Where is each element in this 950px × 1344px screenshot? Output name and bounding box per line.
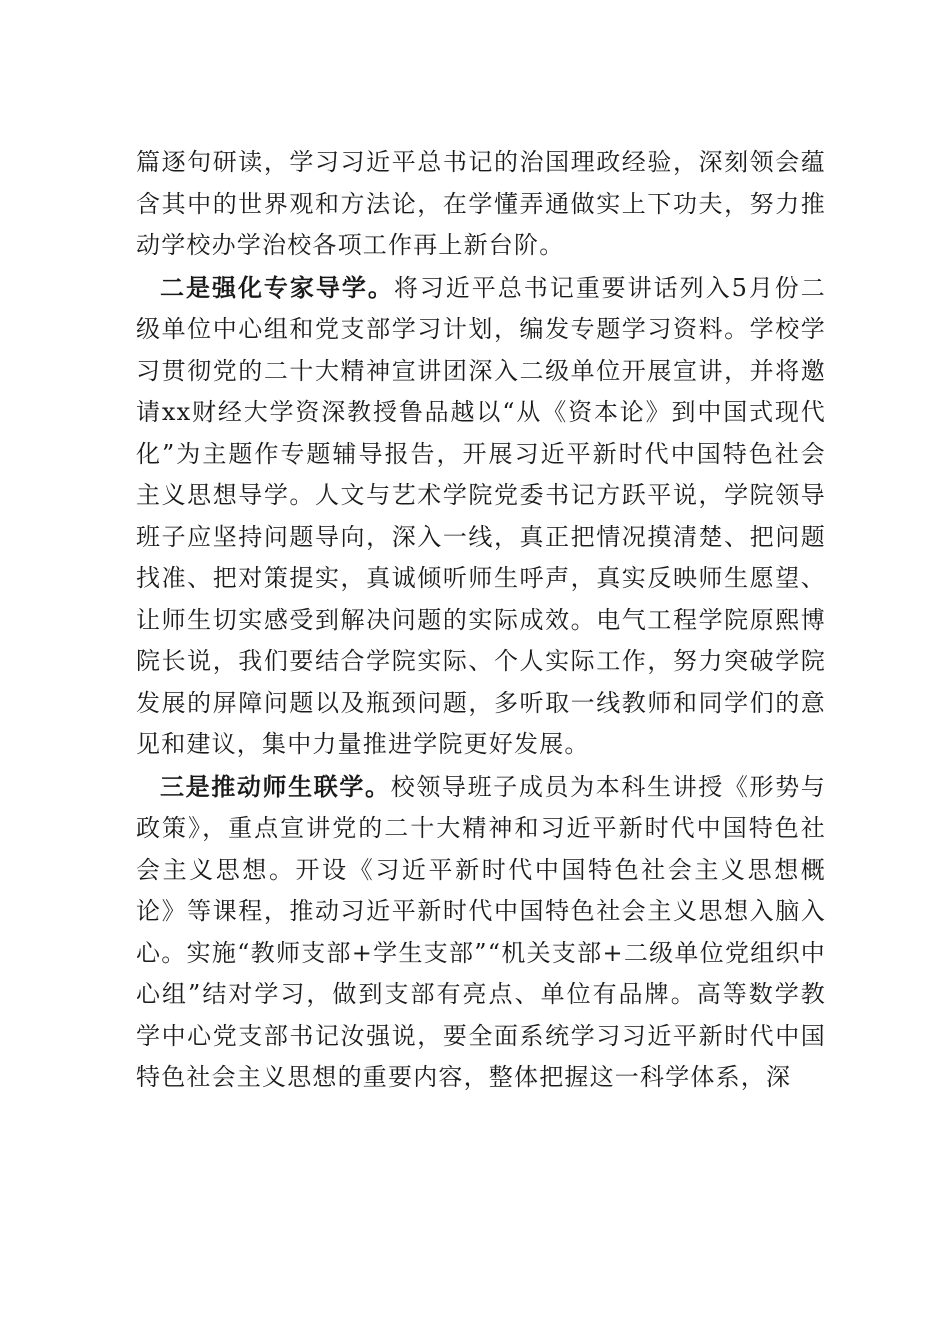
- document-body: [136, 142, 826, 1099]
- paragraph-expert-guidance: [136, 267, 826, 766]
- paragraph-joint-study: [136, 766, 826, 1099]
- paragraph-continuation: [136, 142, 826, 267]
- paragraph-2-text: 将习近平总书记重要讲话列入5月份二级单位中心组和党支部学习计划，编发专题学习资料。学校学习贯彻党的二十大精神宣讲团深入二级单位开展宣讲，并将邀请xx财经大学资深教授鲁品越以“从《资本论》到中国式现代化”为主题作专题辅导报告，开展习近平新时代中国特色社会主义思想导学。人文与艺术学院党委书记方跃平说，学院领导班子应坚持问题导向，深入一线，真正把情况摸清楚、把问题找准、把对策提实，真诚倾听师生呼声，真实反映师生愿望、让师生切实感受到解决问题的实际成效。电气工程学院原熙博院长说，我们要结合学院实际、个人实际工作，努力突破学院发展的屏障问题以及瓶颈问题，多听取一线教师和同学们的意见和建议，集中力量推进学院更好发展。: [136, 273, 826, 758]
- paragraph-3-text: 校领导班子成员为本科生讲授《形势与政策》，重点宣讲党的二十大精神和习近平新时代中国特色社会主义思想。开设《习近平新时代中国特色社会主义思想概论》等课程，推动习近平新时代中国特色社会主义思想入脑入心。实施“教师支部+学生支部”“机关支部+二级单位党组织中心组”结对学习，做到支部有亮点、单位有品牌。高等数学教学中心党支部书记汝强说，要全面系统学习习近平新时代中国特色社会主义思想的重要内容，整体把握这一科学体系，深: [136, 772, 826, 1091]
- paragraph-1-text: 篇逐句研读，学习习近平总书记的治国理政经验，深刻领会蕴含其中的世界观和方法论，在学懂弄通做实上下功夫，努力推动学校办学治校各项工作再上新台阶。: [136, 148, 826, 259]
- paragraph-3-lead: 三是推动师生联学。: [160, 771, 391, 801]
- paragraph-2-lead: 二是强化专家导学。: [160, 272, 394, 302]
